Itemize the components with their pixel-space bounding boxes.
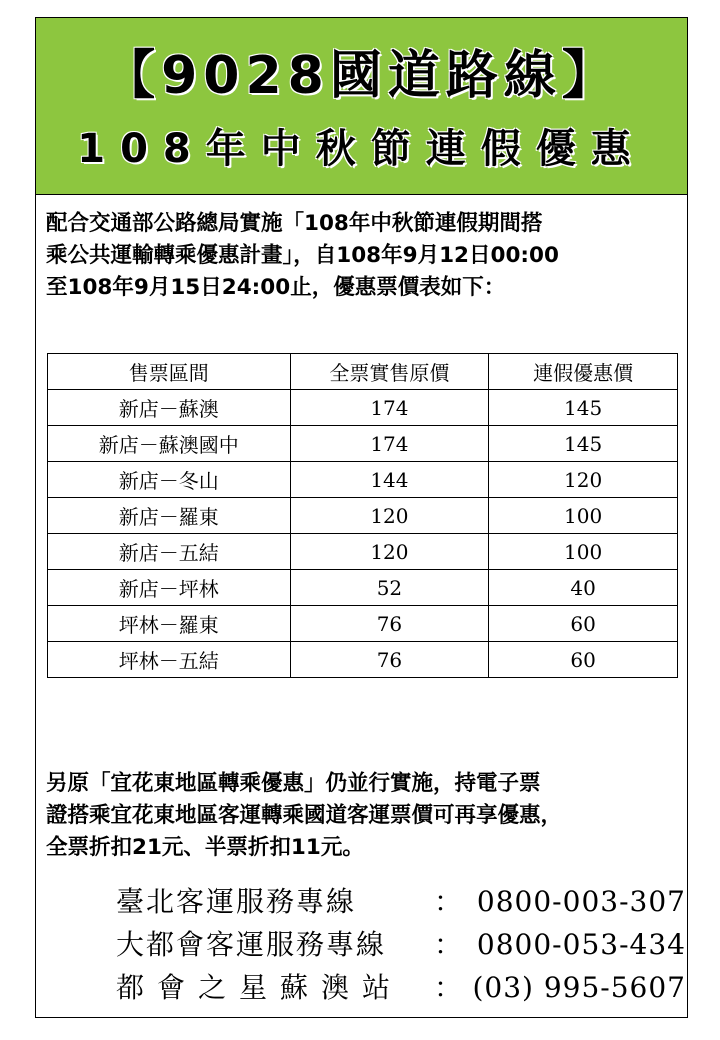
original-price-cell: 174 bbox=[290, 390, 489, 426]
note-line: 證搭乘宜花東地區客運轉乘國道客運票價可再享優惠， bbox=[46, 803, 563, 828]
table-row bbox=[48, 642, 678, 678]
table-row bbox=[48, 462, 678, 498]
title-banner bbox=[36, 18, 687, 195]
discount-price-cell: 145 bbox=[489, 426, 678, 462]
original-price-cell: 174 bbox=[290, 426, 489, 462]
original-price-cell: 76 bbox=[290, 642, 489, 678]
discount-price-cell: 40 bbox=[489, 570, 678, 606]
contact-suao-station bbox=[116, 966, 686, 1009]
table-row bbox=[48, 534, 678, 570]
route-cell: 新店－坪林 bbox=[48, 570, 291, 606]
contact-label: 臺北客運服務專線 bbox=[116, 885, 357, 918]
contact-phone: 0800-003-307 bbox=[476, 885, 686, 918]
intro-line: 配合交通部公路總局實施「108年中秋節連假期間搭 bbox=[46, 211, 543, 236]
header-ticket-section: 售票區間 bbox=[48, 354, 291, 390]
contact-phone: 0800-053-434 bbox=[476, 928, 686, 961]
contact-phone: (03) 995-5607 bbox=[472, 971, 686, 1004]
note-line: 全票折扣21元、半票折扣11元。 bbox=[46, 835, 364, 860]
service-contacts bbox=[116, 880, 686, 1009]
original-price-cell: 120 bbox=[290, 534, 489, 570]
table-row bbox=[48, 498, 678, 534]
route-cell: 新店－蘇澳 bbox=[48, 390, 291, 426]
table-row bbox=[48, 390, 678, 426]
discount-price-cell: 100 bbox=[489, 498, 678, 534]
intro-line: 乘公共運輸轉乘優惠計畫」，自108年9月12日00:00 bbox=[46, 243, 559, 268]
contact-taipei-bus bbox=[116, 880, 686, 923]
route-cell: 新店－五結 bbox=[48, 534, 291, 570]
intro-paragraph bbox=[46, 208, 676, 304]
contact-colon: ： bbox=[434, 971, 463, 1004]
route-cell: 坪林－五結 bbox=[48, 642, 291, 678]
table-row bbox=[48, 606, 678, 642]
discount-price-cell: 60 bbox=[489, 642, 678, 678]
header-original-price: 全票實售原價 bbox=[290, 354, 489, 390]
discount-price-cell: 60 bbox=[489, 606, 678, 642]
notice-sheet bbox=[35, 17, 688, 1018]
discount-price-cell: 120 bbox=[489, 462, 678, 498]
discount-price-cell: 145 bbox=[489, 390, 678, 426]
contact-label: 大都會客運服務專線 bbox=[116, 928, 387, 961]
table-header-row bbox=[48, 354, 678, 390]
route-cell: 新店－羅東 bbox=[48, 498, 291, 534]
original-price-cell: 144 bbox=[290, 462, 489, 498]
contact-colon: ： bbox=[434, 885, 463, 918]
contact-label: 都會之星蘇澳站 bbox=[116, 971, 404, 1004]
original-price-cell: 52 bbox=[290, 570, 489, 606]
route-cell: 新店－蘇澳國中 bbox=[48, 426, 291, 462]
table-row bbox=[48, 426, 678, 462]
route-cell: 新店－冬山 bbox=[48, 462, 291, 498]
intro-line: 至108年9月15日24:00止，優惠票價表如下： bbox=[46, 275, 506, 300]
discount-price-cell: 100 bbox=[489, 534, 678, 570]
holiday-discount-title: 108年中秋節連假優惠 bbox=[77, 126, 646, 172]
route-title: 【9028國道路線】 bbox=[103, 46, 620, 106]
contact-metropolitan-bus bbox=[116, 923, 686, 966]
transfer-discount-note bbox=[46, 768, 682, 864]
note-line: 另原「宜花東地區轉乘優惠」仍並行實施，持電子票 bbox=[46, 771, 541, 796]
original-price-cell: 76 bbox=[290, 606, 489, 642]
header-discount-price: 連假優惠價 bbox=[489, 354, 678, 390]
table-row bbox=[48, 570, 678, 606]
route-cell: 坪林－羅東 bbox=[48, 606, 291, 642]
fare-table bbox=[47, 353, 678, 678]
original-price-cell: 120 bbox=[290, 498, 489, 534]
contact-colon: ： bbox=[434, 928, 463, 961]
